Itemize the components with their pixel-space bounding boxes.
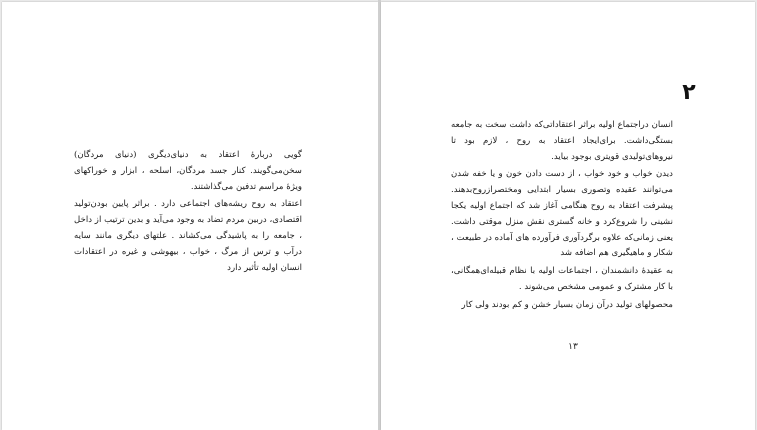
chapter-number: ۲ bbox=[682, 80, 696, 105]
paragraph: به عقیدهٔ دانشمندان ، اجتماعات اولیه با نظام قبیله‌ای‌همگانی، با کار مشترک و عمومی مشخص می‌شوند . bbox=[451, 266, 673, 292]
left-page-text bbox=[74, 148, 302, 276]
page-number: ۱۳ bbox=[568, 342, 578, 352]
right-page bbox=[381, 2, 755, 430]
paragraph: اعتقاد به روح ریشه‌های اجتماعی دارد . براثر پایین بودن‌تولید اقتصادی، دربین مردم تضاد به وجود می‌آید و بدین ترتیب از داخل ، جامعه را به پاشیدگی می‌کشاند . علتهای دیگری مانند سایه در‌آب و ترس از مرگ ، خواب ، بیهوشی و غیره در اعتقادات انسان اولیه تأثیر دارد bbox=[74, 199, 302, 273]
left-page bbox=[2, 2, 378, 430]
paragraph: انسان دراجتماع اولیه براثر اعتقاداتی‌که داشت سخت به جامعه بستگی‌داشت. برای‌ایجاد اعتقاد به روح ، لازم بود تا نیروهای‌تولیدی قویتری بوجود بیاید. bbox=[451, 120, 673, 162]
right-page-text bbox=[451, 118, 673, 314]
paragraph: گویی دربارهٔ اعتقاد به دنیای‌دیگری (دنیای مردگان) سخن‌می‌گویند. کنار جسد مردگان، اسلحه ، ابزار و خوراکهای ویژهٔ مراسم تدفین می‌گذاشتند. bbox=[74, 150, 302, 192]
paragraph: محصولهای تولید در‌آن زمان بسیار خشن و کم بودند ولی کار bbox=[461, 299, 673, 310]
paragraph: دیدن خواب و خود خواب ، از دست دادن خون و یا خفه شدن می‌توانند عقیده وتصوری بسیار ابتدایی ومختصرازروح‌بدهند. پیشرفت اعتقاد به روح هنگامی آغاز شد که اجتماع اولیه یکجا نشینی را شروع‌کرد و خانه گستری نقش منزل موقتی داشت. یعنی زمانی‌که علاوه برگردآوری فرآورده های آماده در طبیعت ، شکار و ماهیگیری هم اضافه شد bbox=[451, 169, 673, 259]
